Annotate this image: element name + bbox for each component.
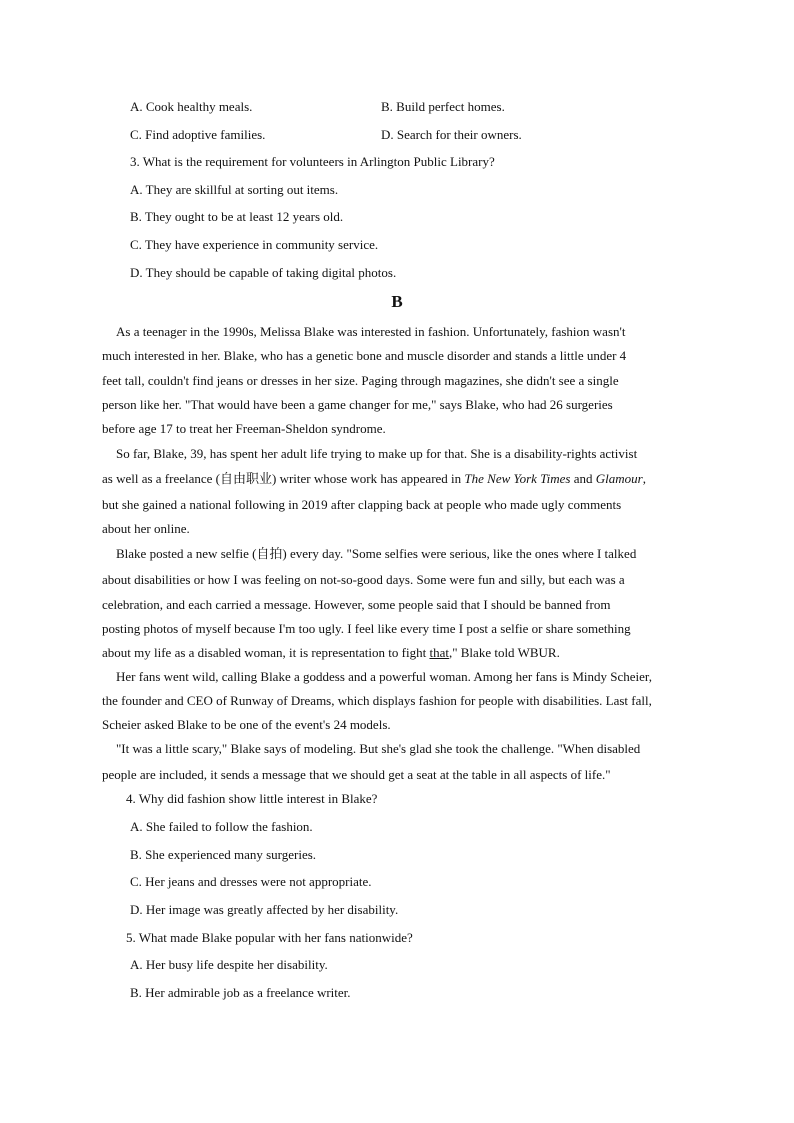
- paragraph-4-line: Her fans went wild, calling Blake a goddess and a powerful woman. Among her fans is Mindy Scheier,: [116, 669, 652, 684]
- paragraph-1-line: person like her. "That would have been a game changer for me," says Blake, who had 26 surgeries: [102, 397, 613, 412]
- question-3-option-a: A. They are skillful at sorting out items.: [130, 182, 339, 197]
- text-segment: ," Blake told WBUR.: [448, 645, 560, 660]
- question-5-option-b: B. Her admirable job as a freelance writer.: [130, 985, 351, 1000]
- paragraph-1-line: As a teenager in the 1990s, Melissa Blake was interested in fashion. Unfortunately, fashion wasn't: [116, 324, 626, 339]
- publication-name: The New York Times: [464, 471, 571, 486]
- underlined-word: that: [429, 645, 449, 660]
- question-5-stem: 5. What made Blake popular with her fans nationwide?: [126, 930, 413, 945]
- text-segment: and: [570, 471, 596, 486]
- paragraph-4-line: the founder and CEO of Runway of Dreams, which displays fashion for people with disabilities. Last fall,: [102, 693, 652, 708]
- question-4-option-d: D. Her image was greatly affected by her disability.: [130, 902, 399, 917]
- paragraph-4-line: Scheier asked Blake to be one of the event's 24 models.: [102, 717, 391, 732]
- paragraph-1-line: feet tall, couldn't find jeans or dresses in her size. Paging through magazines, she didn't see a single: [102, 373, 619, 388]
- option-a: A. Cook healthy meals.: [130, 99, 253, 114]
- question-4-option-c: C. Her jeans and dresses were not appropriate.: [130, 874, 372, 889]
- paragraph-5-line: people are included, it sends a message that we should get a seat at the table in all aspects of life.": [102, 767, 611, 782]
- paragraph-2-line: [102, 471, 646, 487]
- paragraph-2-line: about her online.: [102, 521, 190, 536]
- question-4-option-a: A. She failed to follow the fashion.: [130, 819, 313, 834]
- text-segment: ,: [642, 471, 646, 486]
- question-4-stem: 4. Why did fashion show little interest in Blake?: [126, 791, 378, 806]
- option-d: D. Search for their owners.: [381, 127, 522, 142]
- paragraph-3-line: posting photos of myself because I'm too ugly. I feel like every time I post a selfie or share something: [102, 621, 631, 636]
- option-c: C. Find adoptive families.: [130, 127, 266, 142]
- paragraph-3-line: Blake posted a new selfie (自拍) every day. "Some selfies were serious, like the ones where I talked: [116, 546, 637, 561]
- paragraph-2-line: So far, Blake, 39, has spent her adult life trying to make up for that. She is a disability-rights activist: [116, 446, 638, 461]
- publication-name: Glamour: [595, 471, 643, 486]
- text-segment: as well as a freelance (自由职业) writer whose work has appeared in: [102, 471, 465, 486]
- paragraph-1-line: before age 17 to treat her Freeman-Sheldon syndrome.: [102, 421, 386, 436]
- paragraph-5-line: "It was a little scary," Blake says of modeling. But she's glad she took the challenge. "When disabled: [116, 741, 641, 756]
- text-segment: about my life as a disabled woman, it is representation to fight: [102, 645, 430, 660]
- question-3-option-b: B. They ought to be at least 12 years old.: [130, 209, 344, 224]
- paragraph-1-line: much interested in her. Blake, who has a genetic bone and muscle disorder and stands a little under 4: [102, 348, 627, 363]
- question-4-option-b: B. She experienced many surgeries.: [130, 847, 317, 862]
- paragraph-3-line: celebration, and each carried a message. However, some people said that I should be banned from: [102, 597, 611, 612]
- option-b: B. Build perfect homes.: [381, 99, 505, 114]
- paragraph-3-line: about disabilities or how I was feeling on not-so-good days. Some were fun and silly, but each was a: [102, 572, 625, 587]
- question-5-option-a: A. Her busy life despite her disability.: [130, 957, 328, 972]
- paragraph-2-line: but she gained a national following in 2019 after clapping back at people who made ugly comments: [102, 497, 622, 512]
- question-3-stem: 3. What is the requirement for volunteers in Arlington Public Library?: [130, 154, 495, 169]
- section-title: B: [391, 292, 403, 311]
- paragraph-3-line: [102, 645, 560, 661]
- question-3-option-c: C. They have experience in community service.: [130, 237, 379, 252]
- question-3-option-d: D. They should be capable of taking digital photos.: [130, 265, 397, 280]
